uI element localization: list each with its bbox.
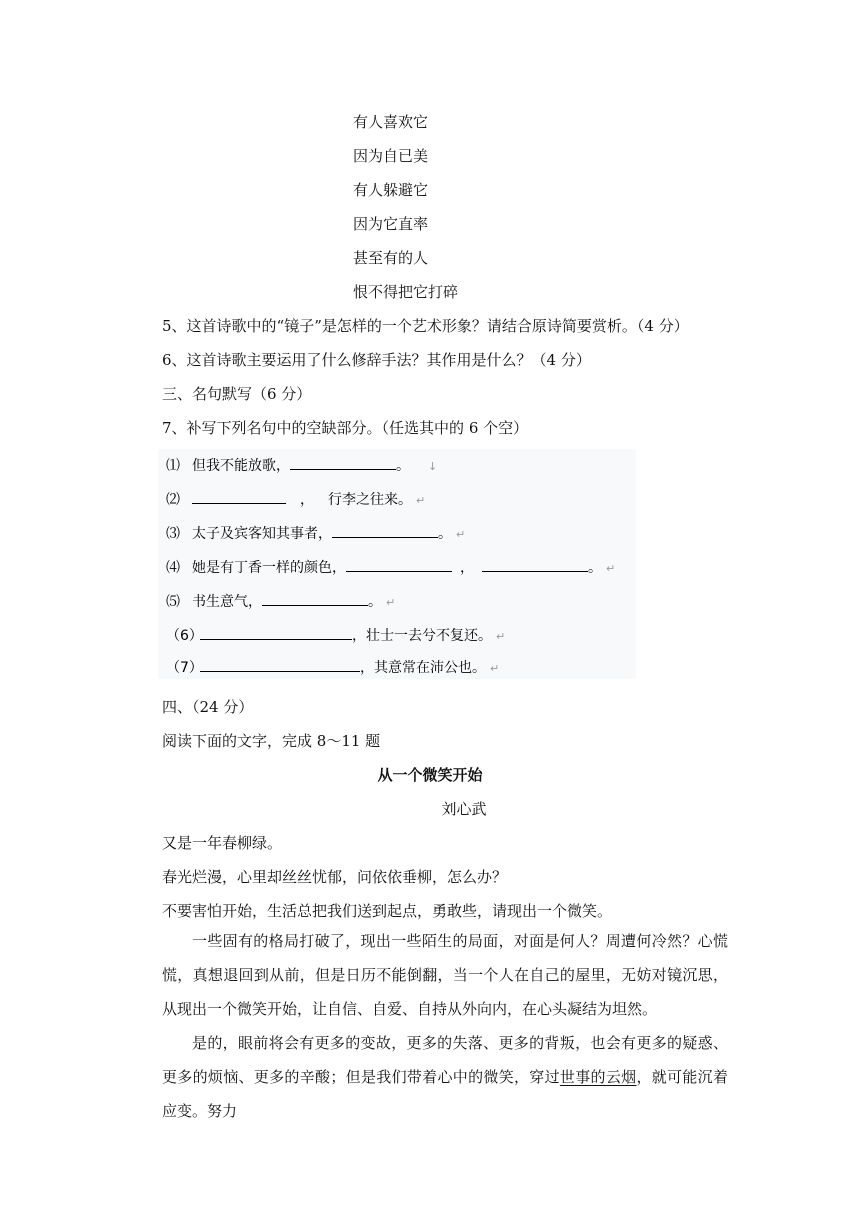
answer-blank (192, 489, 286, 504)
poem-line: 因为它直率 (353, 215, 429, 233)
fill-item-3: ⑶ 太子及宾客知其事者， 。 ↵ (166, 523, 465, 545)
answer-blank (346, 557, 452, 572)
article-paragraph: 一些固有的格局打破了，现出一些陌生的局面，对面是何人？周遭何冷然？心慌慌，真想退回到从前，但是日历不能倒翻，当一个人在自己的屋里，无妨对镜沉思，从现出一个微笑开始，让自信、自爱、自持从外向内，在心头凝结为坦然。 (162, 932, 728, 1018)
article-paragraph: 是的，眼前将会有更多的变故，更多的失落、更多的背叛，也会有更多的疑惑、更多的烦恼、更多的辛酸；但是我们带着心中的微笑，穿过世事的云烟，就可能沉着应变。努力 (162, 1034, 728, 1120)
fill-in-blank-image (158, 449, 636, 679)
fill-item-7: （7） ，其意常在沛公也。 ↵ (166, 657, 499, 679)
answer-blank (200, 657, 360, 672)
fill-item-5: ⑸ 书生意气， 。 ↵ (166, 591, 395, 613)
section-4-heading: 四、（24 分） (162, 698, 254, 716)
poem-line: 有人躲避它 (353, 181, 429, 199)
section-3-heading: 三、名句默写（6 分） (162, 385, 312, 403)
paragraph-mark-icon: ↵ (456, 528, 466, 541)
article-title: 从一个微笑开始 (377, 766, 483, 784)
poem-line: 有人喜欢它 (353, 113, 429, 131)
underlined-phrase: 世事的云烟 (559, 1068, 637, 1086)
paragraph-mark-icon: ↵ (606, 562, 616, 575)
question-6: 6、这首诗歌主要运用了什么修辞手法？其作用是什么？（4 分） (162, 351, 591, 369)
fill-item-2: ⑵ ， 行李之往来。 ↵ (166, 489, 425, 511)
paragraph-mark-icon: ↵ (386, 596, 396, 609)
paragraph-mark-icon: ↵ (496, 630, 506, 643)
poem-line: 甚至有的人 (353, 249, 429, 267)
answer-blank (200, 625, 352, 640)
answer-blank (332, 523, 438, 538)
fill-item-4: ⑷ 她是有丁香一样的颜色， ， 。 ↵ (166, 557, 615, 579)
article-author: 刘心武 (441, 800, 487, 818)
paragraph-mark-icon: ↵ (490, 662, 500, 675)
question-5: 5、这首诗歌中的“镜子”是怎样的一个艺术形象？请结合原诗简要赏析。（4 分） (162, 317, 689, 335)
answer-blank (262, 591, 368, 606)
article-paragraph: 又是一年春柳绿。 (162, 834, 283, 852)
fill-item-6: （6） ，壮士一去兮不复还。 ↵ (166, 625, 505, 647)
article-paragraph: 不要害怕开始，生活总把我们送到起点，勇敢些，请现出一个微笑。 (162, 902, 613, 920)
article-paragraph: 春光烂漫，心里却丝丝忧郁，问依依垂柳，怎么办？ (162, 868, 508, 886)
paragraph-mark-icon: ↵ (416, 494, 426, 507)
poem-line: 恨不得把它打碎 (353, 283, 459, 301)
question-7: 7、补写下列名句中的空缺部分。（任选其中的 6 个空） (162, 419, 529, 437)
poem-line: 因为自已美 (353, 147, 429, 165)
answer-blank (482, 557, 588, 572)
reading-instruction: 阅读下面的文字，完成 8～11 题 (162, 732, 381, 750)
fill-item-1: ⑴ 但我不能放歌， 。 ↓ (166, 455, 437, 477)
answer-blank (290, 455, 396, 470)
paragraph-mark-icon: ↓ (428, 460, 438, 473)
